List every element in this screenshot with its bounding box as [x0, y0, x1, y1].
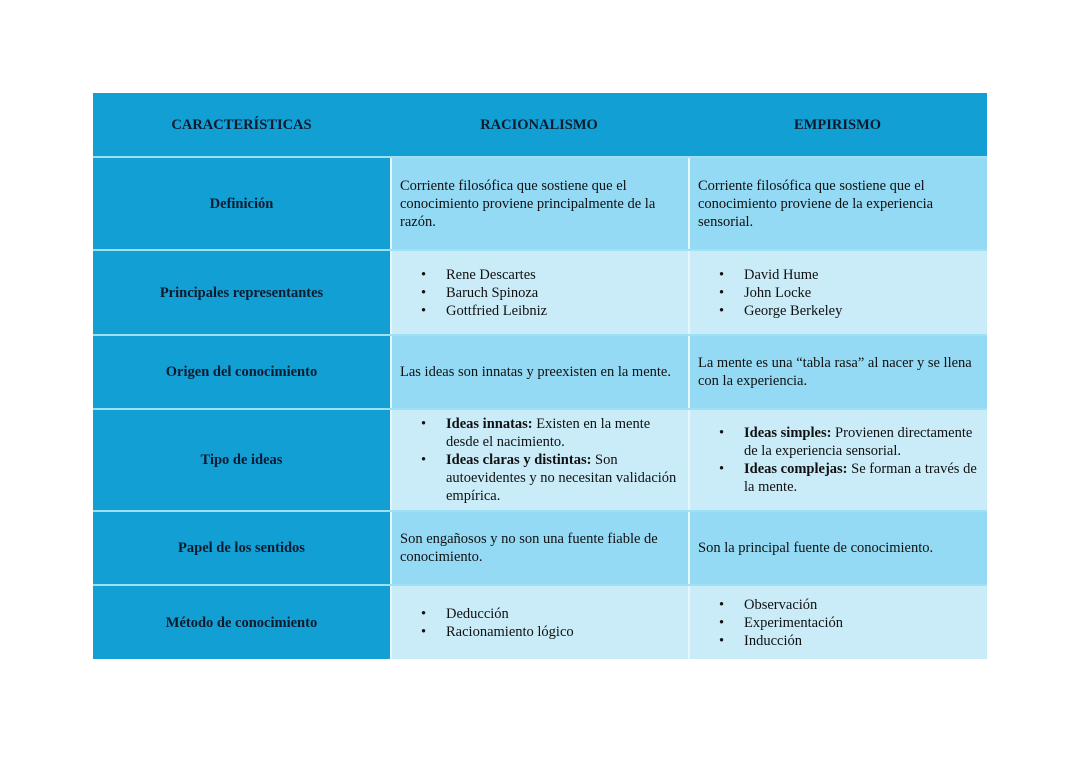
- row-label: Origen del conocimiento: [93, 336, 390, 408]
- racionalismo-cell: [390, 251, 688, 334]
- racionalismo-cell: Las ideas son innatas y preexisten en la mente.: [390, 336, 688, 408]
- empirismo-cell: Son la principal fuente de conocimiento.: [688, 512, 987, 584]
- comparison-table: [93, 93, 987, 659]
- table-row-origen: [93, 334, 987, 408]
- table-row-metodo: [93, 584, 987, 659]
- table-row-representantes: [93, 249, 987, 334]
- representantes-list: [400, 266, 547, 320]
- metodo-list: [400, 605, 574, 641]
- table-row-definicion: [93, 156, 987, 249]
- ideas-list: [400, 415, 680, 505]
- list-item: • Ideas simples: Provienen directamente de la experiencia sensorial.: [744, 424, 979, 460]
- header-caracteristicas: CARACTERÍSTICAS: [93, 93, 390, 156]
- list-item: • Rene Descartes: [446, 266, 547, 284]
- list-item: • Experimentación: [744, 614, 843, 632]
- representantes-list: [698, 266, 842, 320]
- ideas-list: [698, 424, 979, 496]
- empirismo-cell: [688, 586, 987, 659]
- list-item: • Racionamiento lógico: [446, 623, 574, 641]
- list-item: • David Hume: [744, 266, 842, 284]
- row-label: Papel de los sentidos: [93, 512, 390, 584]
- racionalismo-cell: [390, 410, 688, 510]
- empirismo-cell: La mente es una “tabla rasa” al nacer y se llena con la experiencia.: [688, 336, 987, 408]
- racionalismo-cell: [390, 586, 688, 659]
- row-label: Definición: [93, 158, 390, 249]
- header-empirismo: EMPIRISMO: [688, 93, 987, 156]
- empirismo-cell: Corriente filosófica que sostiene que el conocimiento proviene de la experiencia sensorial.: [688, 158, 987, 249]
- racionalismo-cell: Corriente filosófica que sostiene que el conocimiento proviene principalmente de la razón.: [390, 158, 688, 249]
- list-item: • Ideas complejas: Se forman a través de la mente.: [744, 460, 979, 496]
- list-item: • Observación: [744, 596, 843, 614]
- row-label: Tipo de ideas: [93, 410, 390, 510]
- empirismo-cell: [688, 251, 987, 334]
- list-item: • Ideas claras y distintas: Son autoevidentes y no necesitan validación empírica.: [446, 451, 680, 505]
- list-item: • Baruch Spinoza: [446, 284, 547, 302]
- list-item: • Deducción: [446, 605, 574, 623]
- list-item: • Ideas innatas: Existen en la mente desde el nacimiento.: [446, 415, 680, 451]
- racionalismo-cell: Son engañosos y no son una fuente fiable de conocimiento.: [390, 512, 688, 584]
- table-row-tipo-ideas: [93, 408, 987, 510]
- table-row-papel-sentidos: [93, 510, 987, 584]
- list-item: • George Berkeley: [744, 302, 842, 320]
- row-label: Método de conocimiento: [93, 586, 390, 659]
- empirismo-cell: [688, 410, 987, 510]
- header-row: [93, 93, 987, 156]
- list-item: • John Locke: [744, 284, 842, 302]
- header-racionalismo: RACIONALISMO: [390, 93, 688, 156]
- row-label: Principales representantes: [93, 251, 390, 334]
- list-item: • Gottfried Leibniz: [446, 302, 547, 320]
- list-item: • Inducción: [744, 632, 843, 650]
- metodo-list: [698, 596, 843, 650]
